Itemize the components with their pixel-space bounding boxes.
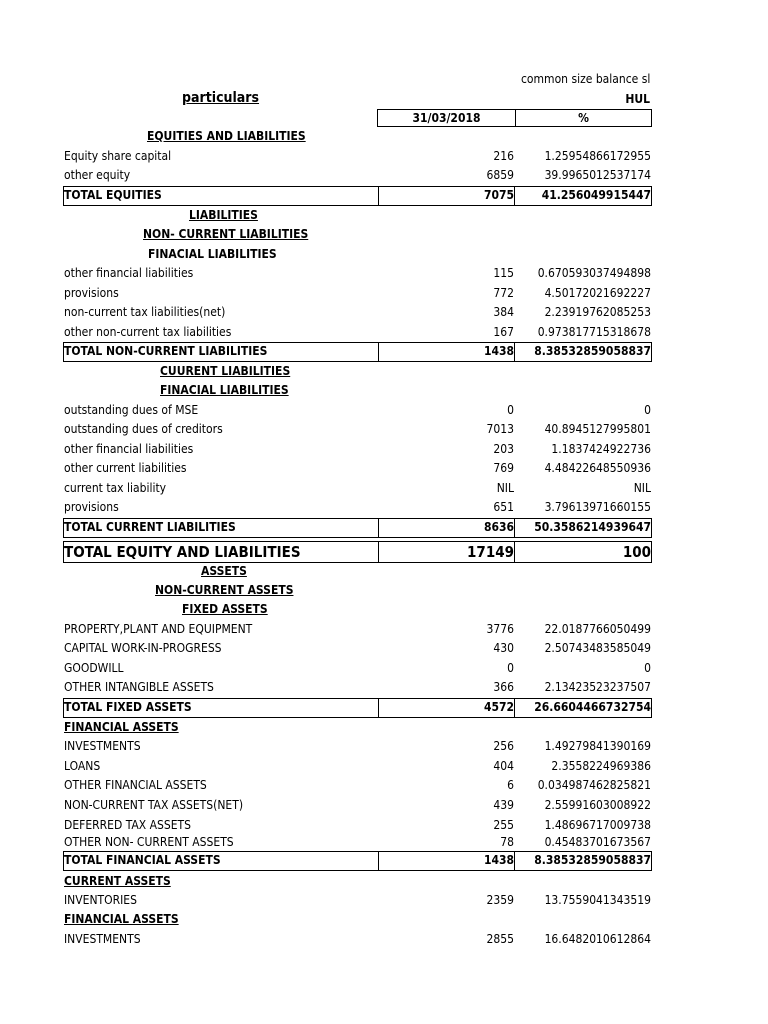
percent-cell: [515, 245, 652, 264]
row-label: TOTAL FIXED ASSETS: [64, 700, 192, 714]
column-header-percent: %: [515, 109, 652, 127]
value-cell: 4572: [483, 700, 514, 714]
value-cell: [378, 872, 515, 891]
value-cell: 7013: [486, 422, 514, 436]
percent-cell: 26.6604466732754: [534, 700, 651, 714]
percent-cell: 2.13423523237507: [544, 680, 651, 694]
row-label: other current liabilities: [64, 461, 187, 475]
row-label: CURRENT ASSETS: [64, 874, 171, 888]
table-row: [0, 757, 768, 776]
row-label: TOTAL NON-CURRENT LIABILITIES: [64, 344, 268, 358]
percent-cell: 2.23919762085253: [544, 305, 651, 319]
row-label: CAPITAL WORK-IN-PROGRESS: [64, 641, 222, 655]
row-label: TOTAL EQUITIES: [64, 188, 162, 202]
value-cell: 8636: [483, 520, 514, 534]
particulars-heading: particulars: [182, 90, 260, 106]
table-row: [0, 639, 768, 658]
section-heading-row: [0, 910, 768, 929]
row-label: FINACIAL LIABILITIES: [148, 247, 277, 261]
percent-cell: [515, 127, 652, 146]
table-row: [0, 659, 768, 678]
table-row: [0, 440, 768, 459]
row-label: NON- CURRENT LIABILITIES: [143, 227, 309, 241]
percent-cell: NIL: [633, 481, 651, 495]
value-cell: [378, 381, 515, 400]
percent-cell: [515, 581, 652, 600]
value-cell: 78: [500, 835, 514, 849]
percent-cell: [515, 872, 652, 891]
value-cell: [378, 581, 515, 600]
row-label: TOTAL EQUITY AND LIABILITIES: [64, 543, 301, 561]
value-cell: NIL: [496, 481, 514, 495]
value-cell: [378, 910, 515, 929]
percent-cell: 1.48696717009738: [544, 818, 651, 832]
value-cell: [378, 225, 515, 244]
value-cell: 6: [507, 778, 514, 792]
value-cell: 17149: [467, 543, 514, 561]
row-label: FINANCIAL ASSETS: [64, 720, 179, 734]
percent-cell: [515, 600, 652, 619]
row-label: LIABILITIES: [189, 208, 258, 222]
percent-cell: [515, 381, 652, 400]
row-label: OTHER NON- CURRENT ASSETS: [64, 835, 234, 849]
percent-cell: 0: [644, 403, 651, 417]
percent-cell: 2.3558224969386: [551, 759, 651, 773]
percent-cell: 4.48422648550936: [544, 461, 651, 475]
percent-cell: 1.25954866172955: [544, 149, 651, 163]
table-row: [0, 420, 768, 439]
percent-cell: 16.6482010612864: [544, 932, 651, 946]
total-row: [0, 518, 768, 537]
row-label: INVESTMENTS: [64, 932, 141, 946]
percent-cell: [515, 362, 652, 381]
table-row: [0, 401, 768, 420]
value-cell: 167: [493, 325, 514, 339]
percent-cell: 0.45483701673567: [544, 835, 651, 849]
row-label: ASSETS: [201, 564, 247, 578]
row-label: NON-CURRENT ASSETS: [155, 583, 294, 597]
value-cell: 769: [493, 461, 514, 475]
row-label: Equity share capital: [64, 149, 172, 163]
value-cell: 0: [507, 661, 514, 675]
table-row: [0, 479, 768, 498]
row-label: OTHER FINANCIAL ASSETS: [64, 778, 207, 792]
row-label: current tax liability: [64, 481, 167, 495]
percent-cell: 3.79613971660155: [544, 500, 651, 514]
row-label: other financial liabilities: [64, 266, 194, 280]
percent-cell: 2.55991603008922: [544, 798, 651, 812]
value-cell: [378, 362, 515, 381]
row-label: DEFERRED TAX ASSETS: [64, 818, 191, 832]
row-label: NON-CURRENT TAX ASSETS(NET): [64, 798, 244, 812]
value-cell: [378, 600, 515, 619]
value-cell: 651: [493, 500, 514, 514]
percent-cell: 2.50743483585049: [544, 641, 651, 655]
value-cell: [378, 127, 515, 146]
row-label: TOTAL CURRENT LIABILITIES: [64, 520, 236, 534]
section-heading-row: [0, 127, 768, 146]
value-cell: 2359: [486, 893, 514, 907]
percent-cell: [515, 562, 652, 581]
total-row: [0, 342, 768, 361]
value-cell: 6859: [486, 168, 514, 182]
value-cell: 115: [493, 266, 514, 280]
value-cell: 2855: [486, 932, 514, 946]
value-cell: 430: [493, 641, 514, 655]
percent-cell: 1.1837424922736: [551, 442, 651, 456]
value-cell: 216: [493, 149, 514, 163]
percent-cell: 39.9965012537174: [544, 168, 651, 182]
table-row: [0, 776, 768, 795]
section-heading-row: [0, 362, 768, 381]
section-heading-row: [0, 206, 768, 225]
percent-cell: [515, 910, 652, 929]
row-label: provisions: [64, 286, 119, 300]
percent-cell: 22.0187766050499: [544, 622, 651, 636]
value-cell: 1438: [483, 853, 514, 867]
row-label: other non-current tax liabilities: [64, 325, 232, 339]
value-cell: [378, 718, 515, 737]
value-cell: 3776: [486, 622, 514, 636]
percent-cell: 0: [644, 661, 651, 675]
table-row: [0, 833, 768, 852]
table-row: [0, 796, 768, 815]
percent-cell: 40.8945127995801: [544, 422, 651, 436]
table-row: [0, 891, 768, 910]
percent-cell: 100: [622, 543, 651, 561]
table-row: [0, 147, 768, 166]
row-label: LOANS: [64, 759, 101, 773]
percent-cell: 0.034987462825821: [537, 778, 651, 792]
value-cell: 0: [507, 403, 514, 417]
section-heading-row: [0, 718, 768, 737]
percent-cell: 13.7559041343519: [544, 893, 651, 907]
value-cell: 366: [493, 680, 514, 694]
sheet-title: common size balance sl: [521, 72, 651, 86]
row-label: CUURENT LIABILITIES: [160, 364, 291, 378]
table-row: [0, 930, 768, 949]
value-cell: 256: [493, 739, 514, 753]
row-label: FINANCIAL ASSETS: [64, 912, 179, 926]
value-cell: 439: [493, 798, 514, 812]
column-header-date: 31/03/2018: [377, 109, 516, 127]
value-cell: 1438: [483, 344, 514, 358]
table-row: [0, 323, 768, 342]
value-cell: 255: [493, 818, 514, 832]
section-heading-row: [0, 562, 768, 581]
section-heading-row: [0, 581, 768, 600]
row-label: FIXED ASSETS: [182, 602, 268, 616]
percent-cell: 8.38532859058837: [534, 853, 651, 867]
table-row: [0, 264, 768, 283]
row-label: EQUITIES AND LIABILITIES: [147, 129, 306, 143]
value-cell: [378, 562, 515, 581]
row-label: INVESTMENTS: [64, 739, 141, 753]
percent-cell: 4.50172021692227: [544, 286, 651, 300]
row-label: OTHER INTANGIBLE ASSETS: [64, 680, 214, 694]
row-label: GOODWILL: [64, 661, 124, 675]
value-cell: 7075: [483, 188, 514, 202]
row-label: FINACIAL LIABILITIES: [160, 383, 289, 397]
percent-cell: [515, 206, 652, 225]
row-label: outstanding dues of MSE: [64, 403, 199, 417]
section-heading-row: [0, 600, 768, 619]
row-label: INVENTORIES: [64, 893, 137, 907]
percent-cell: 0.973817715318678: [537, 325, 651, 339]
table-row: [0, 303, 768, 322]
table-row: [0, 459, 768, 478]
percent-cell: [515, 225, 652, 244]
section-heading-row: [0, 245, 768, 264]
value-cell: 384: [493, 305, 514, 319]
table-row: [0, 678, 768, 697]
total-row: [0, 186, 768, 205]
section-heading-row: [0, 225, 768, 244]
total-row: [0, 851, 768, 870]
table-row: [0, 620, 768, 639]
value-cell: [378, 245, 515, 264]
table-row: [0, 284, 768, 303]
row-label: outstanding dues of creditors: [64, 422, 223, 436]
row-label: other financial liabilities: [64, 442, 194, 456]
table-row: [0, 498, 768, 517]
section-heading-row: [0, 872, 768, 891]
row-label: TOTAL FINANCIAL ASSETS: [64, 853, 221, 867]
percent-cell: 8.38532859058837: [534, 344, 651, 358]
value-cell: 404: [493, 759, 514, 773]
percent-cell: [515, 718, 652, 737]
total-row: [0, 541, 768, 563]
row-label: non-current tax liabilities(net): [64, 305, 226, 319]
value-cell: 203: [493, 442, 514, 456]
row-label: provisions: [64, 500, 119, 514]
section-heading-row: [0, 381, 768, 400]
percent-cell: 1.49279841390169: [544, 739, 651, 753]
company-name: HUL: [625, 92, 650, 106]
row-label: PROPERTY,PLANT AND EQUIPMENT: [64, 622, 253, 636]
percent-cell: 0.670593037494898: [537, 266, 651, 280]
percent-cell: 41.256049915447: [541, 188, 651, 202]
value-cell: [378, 206, 515, 225]
table-row: [0, 166, 768, 185]
row-label: other equity: [64, 168, 131, 182]
total-row: [0, 698, 768, 717]
value-cell: 772: [493, 286, 514, 300]
table-row: [0, 737, 768, 756]
percent-cell: 50.3586214939647: [534, 520, 651, 534]
